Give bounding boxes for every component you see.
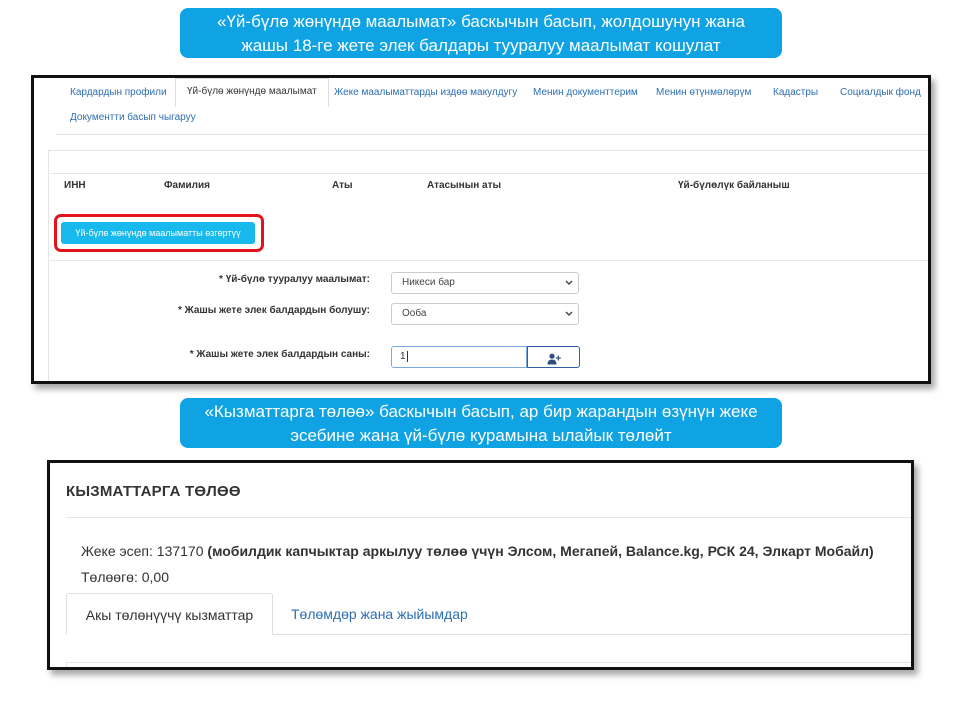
amount-due: Төлөөгө: 0,00	[81, 569, 169, 585]
chevron-down-icon	[565, 304, 573, 331]
column-header-name: Аты	[332, 180, 353, 191]
user-plus-icon	[547, 353, 561, 365]
family-info-select[interactable]	[391, 272, 579, 294]
payment-screenshot	[47, 460, 914, 670]
edit-family-info-button[interactable]: Үй-бүлө жөнүндө маалыматты өзгөртүү	[61, 222, 255, 244]
edit-button-highlight	[54, 214, 264, 252]
minors-count-input[interactable]	[391, 346, 527, 368]
minors-label: * Жашы жете элек балдардын болушу:	[178, 305, 370, 316]
personal-account	[81, 543, 874, 559]
title-divider	[66, 517, 911, 518]
family-info-screenshot	[31, 75, 931, 384]
text-caret	[407, 351, 408, 362]
callout-line: «Үй-бүлө жөнүндө маалымат» баскычын басып, жолдошунун жана	[217, 12, 745, 31]
tab-social-fund[interactable]: Социалдык фонд	[840, 87, 921, 98]
callout-line: «Кызматтарга төлөө» баскычын басып, ар бир жарандын өзүнүн жеке	[204, 402, 758, 421]
family-info-select-value: Никеси бар	[402, 277, 455, 288]
tab-client-profile[interactable]: Кардардын профили	[70, 87, 167, 98]
family-info-label: * Үй-бүлө тууралуу маалымат:	[219, 274, 370, 285]
tab-cadastre[interactable]: Кадастры	[773, 87, 819, 98]
minors-count-value: 1	[400, 351, 406, 362]
table-header-divider	[50, 173, 928, 174]
column-header-relation: Үй-бүлөлүк байланыш	[678, 180, 790, 191]
instruction-callout-family	[180, 8, 782, 58]
tab-family-info[interactable]: Үй-бүлө жөнүндө маалымат	[175, 78, 329, 107]
chevron-down-icon	[565, 273, 573, 300]
callout-line: эсебине жана үй-бүлө курамына ылайык төлөйт	[290, 426, 672, 445]
tab-my-documents[interactable]: Менин документтерим	[533, 87, 638, 98]
tab-personal-data-consent[interactable]: Жеке маалыматтарды издөө макулдугу	[334, 87, 518, 98]
minors-select[interactable]	[391, 303, 579, 325]
callout-line: жашы 18-ге жете элек балдары тууралуу маалымат кошулат	[241, 36, 721, 55]
page-title: КЫЗМАТТАРГА ТӨЛӨӨ	[66, 483, 241, 500]
form-divider	[50, 260, 928, 261]
minors-count-label: * Жашы жете элек балдардын саны:	[189, 349, 370, 360]
minors-select-value: Ооба	[402, 308, 427, 319]
add-child-button[interactable]	[527, 346, 580, 368]
column-header-inn: ИНН	[64, 180, 86, 191]
profile-tabs	[56, 78, 928, 135]
instruction-callout-payment	[180, 398, 782, 448]
column-header-surname: Фамилия	[164, 180, 210, 191]
account-number: Жеке эсеп: 137170	[81, 543, 204, 559]
column-header-patronymic: Атасынын аты	[427, 180, 502, 191]
account-note: (мобилдик капчыктар аркылуу төлөө үчүн Элсом, Мегапей, Balance.kg, РСК 24, Элкарт Мобайл)	[207, 543, 874, 559]
tab-my-applications[interactable]: Менин өтүнмөлөрүм	[656, 87, 752, 98]
tab-print-document[interactable]: Документти басып чыгаруу	[70, 112, 196, 123]
tab-payments-and-fees[interactable]: Төлөмдөр жана жыйымдар	[291, 606, 468, 622]
services-panel	[66, 662, 913, 670]
tab-paid-services[interactable]: Акы төлөнүүчү кызматтар	[66, 593, 273, 635]
